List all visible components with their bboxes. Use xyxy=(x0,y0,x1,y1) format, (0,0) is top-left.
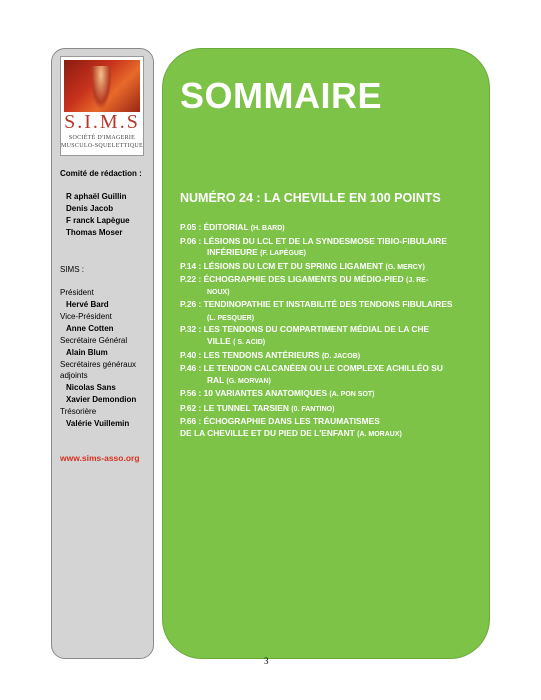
committee-title: Comité de rédaction : xyxy=(60,169,142,178)
toc-entry xyxy=(180,299,453,311)
toc-entry-title: P.46 : LE TENDON CALCANÉEN OU LE COMPLEXE ACHILLÉO SU xyxy=(180,363,443,373)
toc-entry xyxy=(207,286,230,298)
toc-entry xyxy=(180,222,285,234)
toc-entry-author: (F. LAPÈGUE) xyxy=(260,250,306,257)
toc-entry-title: P.66 : ÉCHOGRAPHIE DANS LES TRAUMATISMES xyxy=(180,416,380,426)
issue-subtitle: NUMÉRO 24 : LA CHEVILLE EN 100 POINTS xyxy=(180,191,441,205)
sga-name: Xavier Demondion xyxy=(66,395,137,404)
page-number: 3 xyxy=(264,656,269,666)
toc-entry-title: P.62 : LE TUNNEL TARSIEN xyxy=(180,403,292,413)
toc-entry-author: (D. JACOB) xyxy=(321,353,361,360)
sg-name: Alain Blum xyxy=(66,348,108,357)
toc-entry-title: P.14 : LÉSIONS DU LCM ET DU SPRING LIGAMENT xyxy=(180,261,386,271)
toc-entry xyxy=(207,336,265,348)
toc-entry xyxy=(180,274,428,286)
toc-entry-title: VILLE xyxy=(207,336,234,346)
treasurer-role: Trésorière xyxy=(60,407,97,416)
committee-member: F ranck Lapègue xyxy=(66,216,130,225)
toc-entry-title: P.26 : TENDINOPATHIE ET INSTABILITÉ DES TENDONS FIBULAIRES xyxy=(180,299,453,309)
page-title: SOMMAIRE xyxy=(180,75,382,116)
toc-entry-title: P.22 : ÉCHOGRAPHIE DES LIGAMENTS DU MÉDIO-PIED xyxy=(180,274,407,284)
sims-title: SIMS : xyxy=(60,265,85,274)
toc-entry-author: (G. MERCY) xyxy=(385,264,425,271)
toc-entry xyxy=(180,363,443,375)
president-role: Président xyxy=(60,288,94,297)
president-name: Hervé Bard xyxy=(66,300,109,309)
toc-entry-title: P.06 : LÉSIONS DU LCL ET DE LA SYNDESMOSE TIBIO-FIBULAIRE xyxy=(180,236,447,246)
toc-entry-author: (A. MORAUX) xyxy=(357,431,402,438)
toc-entry-title: RAL xyxy=(207,375,227,385)
toc-entry xyxy=(207,312,254,324)
toc-entry xyxy=(180,261,425,273)
toc-entry xyxy=(180,388,375,400)
toc-entry-author: (G. MORVAN) xyxy=(226,378,271,385)
treasurer-name: Valérie Vuillemin xyxy=(66,419,130,428)
sg-role: Secrétaire Général xyxy=(60,336,128,345)
vp-role: Vice-Président xyxy=(60,312,112,321)
logo-illustration xyxy=(64,60,140,112)
committee-member: Denis Jacob xyxy=(66,204,114,213)
toc-entry xyxy=(180,428,402,440)
toc-entry-author: NOUX) xyxy=(207,289,230,296)
toc-entry-author: (A. PON SOT) xyxy=(329,391,375,398)
toc-entry-title: P.32 : LES TENDONS DU COMPARTIMENT MÉDIAL DE LA CHE xyxy=(180,324,430,334)
toc-entry xyxy=(180,416,380,428)
toc-entry-author: (0. FANTINO) xyxy=(291,406,335,413)
sims-logo xyxy=(60,56,144,156)
logo-line-1: SOCIÉTÉ D'IMAGERIE xyxy=(68,135,136,141)
committee-member: Thomas Moser xyxy=(66,228,123,237)
toc-entry-title: P.40 : LES TENDONS ANTÉRIEURS xyxy=(180,350,322,360)
sga-name: Nicolas Sans xyxy=(66,383,116,392)
toc-entry xyxy=(207,375,271,387)
vp-name: Anne Cotten xyxy=(66,324,114,333)
toc-entry-author: (J. RE- xyxy=(406,277,429,284)
sga-role-line-2: adjoints xyxy=(60,371,88,380)
toc-entry-author: (L. PESQUER) xyxy=(207,315,255,322)
toc-entry-title: DE LA CHEVILLE ET DU PIED DE L'ENFANT xyxy=(180,428,358,438)
toc-entry-author: ( S. ACID) xyxy=(233,339,266,346)
toc-entry xyxy=(180,324,429,336)
sga-role-line-1: Secrétaires généraux xyxy=(60,360,137,369)
toc-entry-title: INFÉRIEURE xyxy=(207,247,261,257)
committee-member: R aphaël Guillin xyxy=(66,192,127,201)
toc-entry-title: P.05 : ÉDITORIAL xyxy=(180,222,251,232)
toc-entry-author: (H. BARD) xyxy=(250,225,285,232)
toc-entry xyxy=(180,403,334,415)
toc-entry xyxy=(180,350,360,362)
toc-entry-title: P.56 : 10 VARIANTES ANATOMIQUES xyxy=(180,388,330,398)
toc-entry xyxy=(207,247,306,259)
logo-name: S.I.M.S xyxy=(64,111,140,133)
logo-line-2: MUSCULO-SQUELETTIQUE xyxy=(61,143,143,149)
website-link[interactable]: www.sims-asso.org xyxy=(60,453,140,463)
